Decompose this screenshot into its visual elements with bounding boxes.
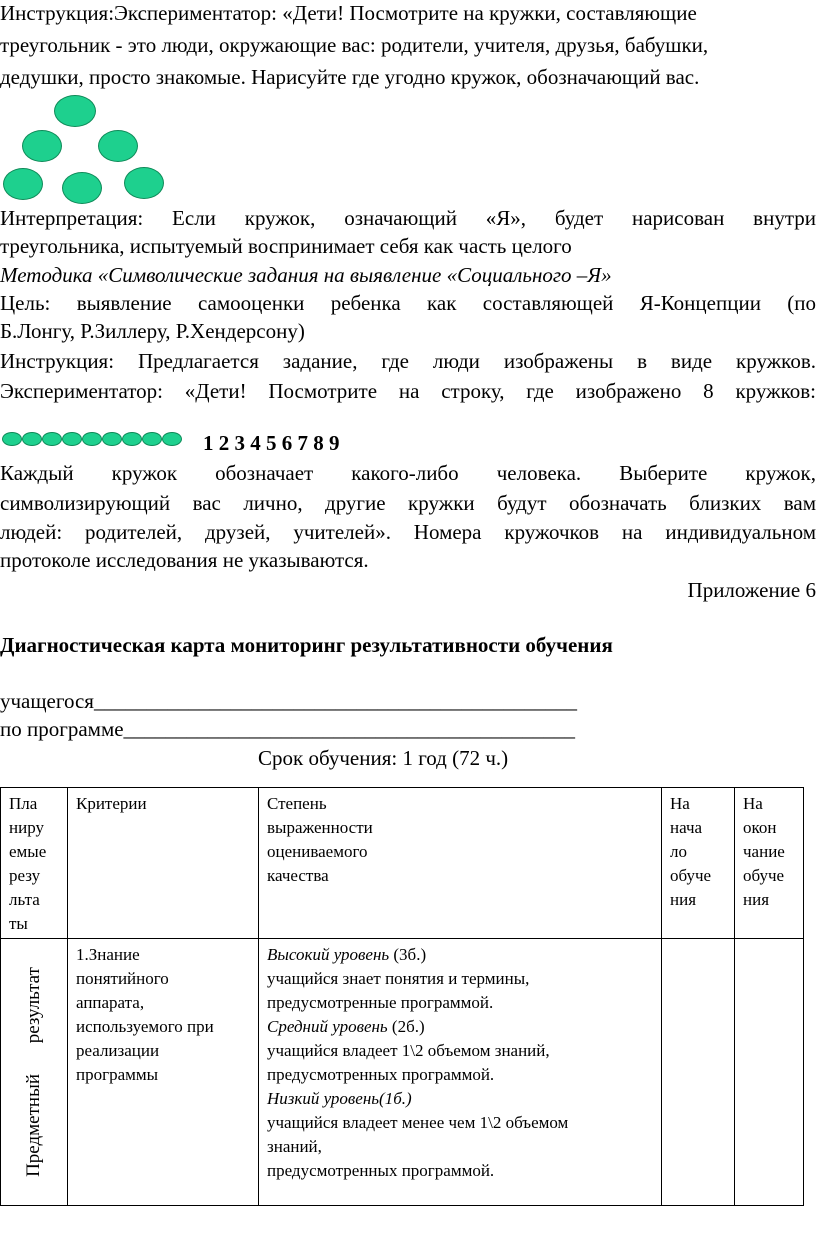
small-circle [22, 432, 42, 446]
instruction2-line-1: Инструкция: Предлагается задание, где люди изображены в виде кружков. [0, 349, 816, 373]
table-header-row [1, 788, 804, 939]
table-row [1, 939, 804, 1206]
small-circle [162, 432, 182, 446]
small-circle [2, 432, 22, 446]
each-circle-line-4: протоколе исследования не указываются. [0, 548, 369, 572]
circle-middle-left [22, 130, 62, 162]
small-circle [82, 432, 102, 446]
intro-line-3: дедушки, просто знакомые. Нарисуйте где угодно кружок, обозначающий вас. [0, 65, 700, 89]
duration: Срок обучения: 1 год (72 ч.) [258, 746, 509, 770]
interpretation-line-1: Интерпретация: Если кружок, означающий «Я», будет нарисован внутри [0, 206, 816, 230]
header-criteria: Критерии [68, 788, 259, 939]
small-circle [102, 432, 122, 446]
end-score-cell [735, 939, 804, 1206]
intro-line-1: Инструкция:Экспериментатор: «Дети! Посмотрите на кружки, составляющие [0, 1, 697, 25]
header-planned-results: Пла ниру емые резу льта ты [1, 788, 68, 939]
header-start: На нача ло обуче ния [662, 788, 735, 939]
high-level: Высокий уровень (3б.) [267, 945, 427, 964]
card-title: Диагностическая карта мониторинг результативности обучения [0, 633, 613, 657]
small-circle [42, 432, 62, 446]
header-degree: Степень выраженности оцениваемого качества [259, 788, 662, 939]
small-circle [142, 432, 162, 446]
degree-cell: Высокий уровень (3б.) учащийся знает понятия и термины, предусмотренные программой. Средний уровень (2б.) учащийся владеет 1\2 объемом знаний, предусмотренных программой. Низкий уровень(1б.) учащийся владеет менее чем 1\2 объемом знаний, предусмотренных программой. [259, 939, 662, 1206]
each-circle-line-1: Каждый кружок обозначает какого-либо человека. Выберите кружок, [0, 461, 816, 485]
each-circle-line-3: людей: родителей, друзей, учителей». Номера кружочков на индивидуальном [0, 520, 816, 544]
category-label: Предметный результат [23, 967, 44, 1177]
circle-bottom-left [3, 168, 43, 200]
program-line: по программе___________________________________________ [0, 717, 576, 741]
category-cell [1, 939, 68, 1206]
interpretation-line-2: треугольника, испытуемый воспринимает себя как часть целого [0, 234, 572, 258]
appendix-label: Приложение 6 [687, 578, 816, 602]
start-score-cell [662, 939, 735, 1206]
intro-line-2: треугольник - это люди, окружающие вас: родители, учителя, друзья, бабушки, [0, 33, 709, 57]
method-title: Методика «Символические задания на выявление «Социального –Я» [0, 263, 612, 287]
student-line: учащегося______________________________________________ [0, 689, 577, 713]
small-circle [62, 432, 82, 446]
diagnostic-table [0, 787, 804, 1206]
instruction2-line-2: Экспериментатор: «Дети! Посмотрите на строку, где изображено 8 кружков: [0, 379, 816, 403]
criteria-cell: 1.Знание понятийного аппарата, используемого при реализации программы [68, 939, 259, 1206]
mid-level: Средний уровень (2б.) [267, 1017, 425, 1036]
circle-bottom-middle [62, 172, 102, 204]
circle-numbers: 1 2 3 4 5 6 7 8 9 [203, 431, 340, 455]
circle-bottom-right [124, 167, 164, 199]
circle-middle-right [98, 130, 138, 162]
header-end: На окон чание обуче ния [735, 788, 804, 939]
goal-line-1: Цель: выявление самооценки ребенка как составляющей Я-Концепции (по [0, 291, 816, 315]
low-level: Низкий уровень(1б.) [267, 1089, 412, 1108]
circle-top [54, 95, 96, 127]
each-circle-line-2: символизирующий вас лично, другие кружки будут обозначать близких вам [0, 491, 816, 515]
small-circle [122, 432, 142, 446]
goal-line-2: Б.Лонгу, Р.Зиллеру, Р.Хендерсону) [0, 319, 305, 343]
